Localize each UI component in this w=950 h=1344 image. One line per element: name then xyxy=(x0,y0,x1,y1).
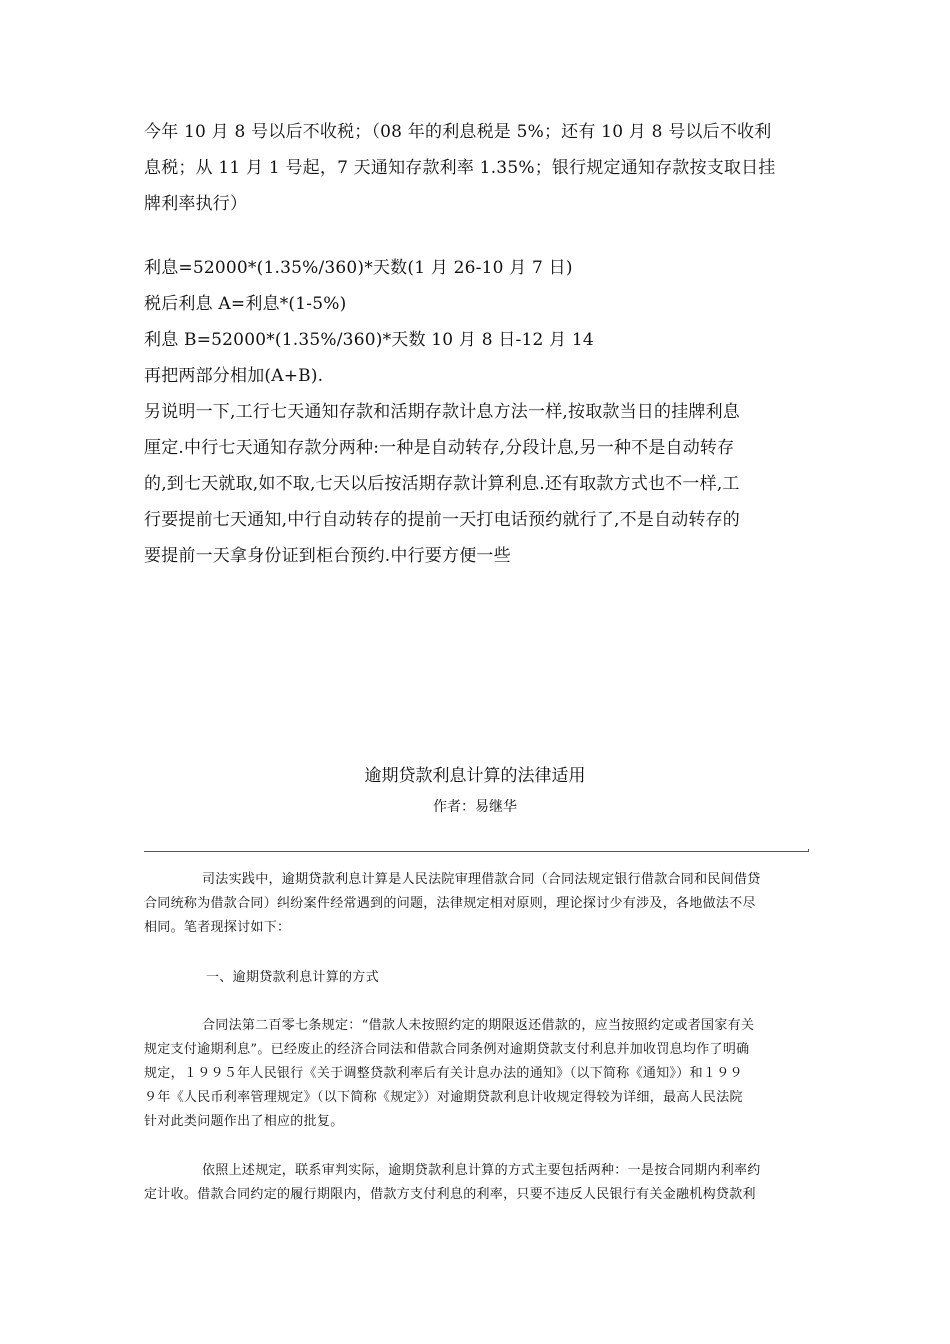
tax-note-paragraph xyxy=(144,114,809,222)
horizontal-divider xyxy=(144,851,808,852)
method-paragraph xyxy=(144,1159,808,1207)
text-line: 息税；从 11 月 1 号起，7 天通知存款利率 1.35%；银行规定通知存款按支取日挂 xyxy=(144,158,776,178)
text-line: 今年 10 月 8 号以后不收税；（08 年的利息税是 5%；还有 10 月 8 号以后不收利 xyxy=(144,122,772,142)
text-line: 行要提前七天通知,中行自动转存的提前一天打电话预约就行了,不是自动转存的 xyxy=(144,510,741,530)
text-line: 规定，１９９５年人民银行《关于调整贷款利率后有关计息办法的通知》（以下简称《通知》）和１９９ xyxy=(144,1066,743,1081)
text-line: ９年《人民币利率管理规定》（以下简称《规定》）对逾期贷款利息计收规定得较为详细，最高人民法院 xyxy=(144,1090,743,1105)
text-line: 合同统称为借款合同）纠纷案件经常遇到的问题，法律规定相对原则，理论探讨少有涉及，各地做法不尽 xyxy=(144,896,756,911)
text-line: 规定支付逾期利息”。已经废止的经济合同法和借款合同条例对逾期贷款支付利息并加收罚息均作了明确 xyxy=(144,1042,750,1057)
formula-block xyxy=(144,250,809,574)
formula-line: 利息=52000*(1.35%/360)*天数(1 月 26-10 月 7 日) xyxy=(144,258,573,278)
article-title: 逾期贷款利息计算的法律适用 xyxy=(364,766,586,786)
formula-line: 税后利息 A=利息*(1-5%) xyxy=(144,294,347,314)
text-line: 另说明一下,工行七天通知存款和活期存款计息方法一样,按取款当日的挂牌利息 xyxy=(144,402,741,422)
text-line: 司法实践中，逾期贷款利息计算是人民法院审理借款合同（合同法规定银行借款合同和民间借贷 xyxy=(202,872,761,887)
law-paragraph xyxy=(144,1014,808,1134)
text-line: 的,到七天就取,如不取,七天以后按活期存款计算利息.还有取款方式也不一样,工 xyxy=(144,474,740,494)
text-line: 依照上述规定，联系审判实际，逾期贷款利息计算的方式主要包括两种：一是按合同期内利率约 xyxy=(202,1163,761,1178)
heading-text: 一、逾期贷款利息计算的方式 xyxy=(206,970,379,985)
article-author: 作者：易继华 xyxy=(433,799,517,815)
text-line: 要提前一天拿身份证到柜台预约.中行要方便一些 xyxy=(144,546,511,566)
intro-paragraph xyxy=(144,868,808,940)
text-line: 牌利率执行） xyxy=(144,194,248,214)
section-heading xyxy=(144,966,808,990)
formula-line: 再把两部分相加(A+B). xyxy=(144,366,324,386)
text-line: 针对此类问题作出了相应的批复。 xyxy=(144,1114,344,1129)
text-line: 合同法第二百零七条规定：“借款人未按照约定的期限返还借款的，应当按照约定或者国家有关 xyxy=(202,1018,755,1033)
text-line: 定计收。借款合同约定的履行期限内，借款方支付利息的利率，只要不违反人民银行有关金融机构贷款利 xyxy=(144,1187,756,1202)
text-line: 厘定.中行七天通知存款分两种:一种是自动转存,分段计息,另一种不是自动转存 xyxy=(144,438,735,458)
text-line: 相同。笔者现探讨如下： xyxy=(144,920,291,935)
formula-line: 利息 B=52000*(1.35%/360)*天数 10 月 8 日-12 月 14 xyxy=(144,330,594,350)
